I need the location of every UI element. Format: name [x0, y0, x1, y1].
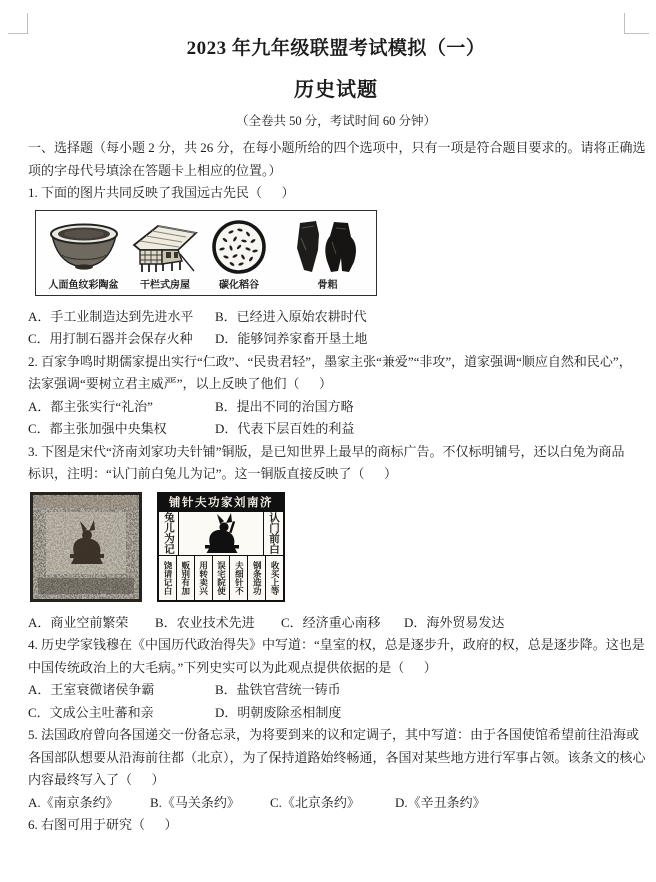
q3-option-c: C．经济重心南移 — [281, 614, 381, 630]
q4-option-a: A．王室衰微诸侯争霸 — [28, 682, 155, 697]
plate-bottom-col: 用转卖兴 — [195, 556, 213, 600]
q4-options-row-1 — [28, 679, 644, 702]
q1-figure-spade — [279, 211, 376, 295]
document-content — [28, 0, 644, 837]
q1-stem: 1. 下面的图片共同反映了我国远古先民（ ） — [28, 185, 295, 200]
q1-figure-rice — [199, 211, 279, 295]
white-rabbit-icon — [179, 512, 263, 555]
q1-option-b: B．已经进入原始农耕时代 — [215, 308, 367, 324]
q2-option-c: C．都主张加强中央集权 — [28, 421, 167, 436]
plate-left-label: 兔儿为记 — [159, 512, 179, 555]
q2-stem-line-1: 2. 百家争鸣时期儒家提出实行“仁政”、“民贵君轻”，墨家主张“兼爱”“非攻”，道家强调“顺应自然和民心”， — [28, 353, 632, 369]
q3-options-row — [28, 612, 644, 635]
q1-figure-box — [35, 210, 377, 296]
q5-option-b: B.《马关条约》 — [150, 794, 240, 810]
q5-option-c: C.《北京条约》 — [270, 794, 360, 810]
q2-option-a: A．都主张实行“礼治” — [28, 398, 153, 414]
intro-line-1: 一、选择题（每小题 2 分，共 26 分，在每小题所给的四个选项中，只有一项是符合题目要求的。请将正确选 — [28, 140, 646, 155]
q2-option-b: B．提出不同的治国方略 — [215, 398, 354, 414]
q1-options-row-2 — [28, 328, 644, 351]
q4-stem-line-1: 4. 历史学家钱穆在《中国历代政治得失》中写道：“皇室的权，总是逐步升，政府的权，总是逐步降。这也是 — [28, 637, 645, 652]
q2-options-row-1 — [28, 396, 644, 419]
doc-meta: （全卷共 50 分，考试时间 60 分钟） — [235, 114, 436, 128]
q3-copper-plates — [30, 492, 644, 602]
q1-option-c: C．用打制石器并会保存火种 — [28, 331, 193, 346]
plate-bottom-text — [159, 556, 283, 600]
copper-plate-original-icon — [30, 492, 142, 602]
q2-options-row-2 — [28, 418, 644, 441]
pottery-basin-icon — [48, 215, 120, 280]
q5-stem-line-1: 5. 法国政府曾向各国递交一份备忘录，为将要到来的议和定调子，其中写道：由于各国使馆希望前往沿海或 — [28, 727, 640, 742]
q1-figure-house — [131, 211, 199, 295]
q3-option-b: B．农业技术先进 — [155, 614, 255, 630]
q5-stem-line-3: 内容最终写入了（ ） — [28, 772, 165, 787]
q1-figure-caption: 骨耜 — [317, 279, 338, 291]
plate-bottom-col: 收买上等 — [270, 561, 281, 595]
q3-stem-line-2: 标识，注明：“认门前白兔儿为记”。这一铜版直接反映了（ ） — [28, 466, 398, 481]
page-corner-mark-left — [8, 13, 28, 34]
q4-stem-line-2: 中国传统政治上的大毛病。”下列史实可以为此观点提供依据的是（ ） — [28, 659, 437, 675]
q1-figure-caption: 碳化稻谷 — [219, 279, 259, 291]
q3-stem-line-1: 3. 下图是宋代“济南刘家功夫针铺”铜版，是已知世界上最早的商标广告。不仅标明铺号，还以白兔为商品 — [28, 443, 625, 459]
q5-option-a: A.《南京条约》 — [28, 794, 119, 810]
q1-figure-caption: 人面鱼纹彩陶盆 — [48, 279, 119, 291]
plate-bottom-col: 误宅院使 — [213, 556, 231, 600]
doc-title: 2023 年九年级联盟考试模拟（一） — [186, 38, 486, 59]
q1-options-row-1 — [28, 306, 644, 329]
plate-bottom-col: 饶请记白 — [159, 556, 177, 600]
carbonized-rice-icon — [210, 215, 268, 280]
q1-figure-caption: 干栏式房屋 — [140, 279, 190, 291]
q2-option-d: D．代表下层百姓的利益 — [215, 421, 355, 436]
q4-option-c: C．文成公主吐蕃和亲 — [28, 704, 154, 720]
plate-bottom-col: 钢条造功 — [248, 556, 266, 600]
q5-stem-line-2: 各国部队想要从沿海前往都（北京），为了保持道路始终畅通，各国对某些地方进行军事占领。该条文的核心 — [28, 749, 646, 765]
q4-option-b: B．盐铁官营统一铸币 — [215, 682, 341, 697]
intro-line-2: 项的字母代号填涂在答题卡上相应的位置。） — [28, 162, 282, 178]
stilt-house-icon — [132, 215, 198, 280]
q5-option-d: D.《辛丑条约》 — [395, 794, 486, 810]
plate-right-label: 认门前白 — [263, 512, 283, 555]
plate-bottom-col: 贩别有加 — [177, 556, 195, 600]
q2-stem-line-2: 法家强调“要树立君主威严”，以上反映了他们（ ） — [28, 376, 333, 391]
plate-bottom-col: 夫细针不 — [230, 556, 248, 600]
q5-options-row — [28, 792, 644, 815]
copper-plate-redrawn — [157, 492, 285, 602]
bone-spade-icon — [292, 215, 364, 280]
q6-stem: 6. 右图可用于研究（ ） — [28, 817, 178, 832]
q3-option-d: D．海外贸易发达 — [404, 614, 505, 630]
q1-option-d: D．能够饲养家畜开垦土地 — [215, 331, 368, 346]
q1-option-a: A．手工业制造达到先进水平 — [28, 308, 194, 324]
q4-options-row-2 — [28, 702, 644, 725]
doc-subject: 历史试题 — [294, 79, 378, 101]
q3-option-a: A．商业空前繁荣 — [28, 614, 129, 630]
q4-option-d: D．明朝废除丞相制度 — [215, 704, 342, 720]
plate-banner: 铺针夫功家刘南济 — [159, 494, 283, 511]
plate-middle-row — [159, 511, 283, 556]
q1-figure-pottery — [36, 211, 131, 295]
